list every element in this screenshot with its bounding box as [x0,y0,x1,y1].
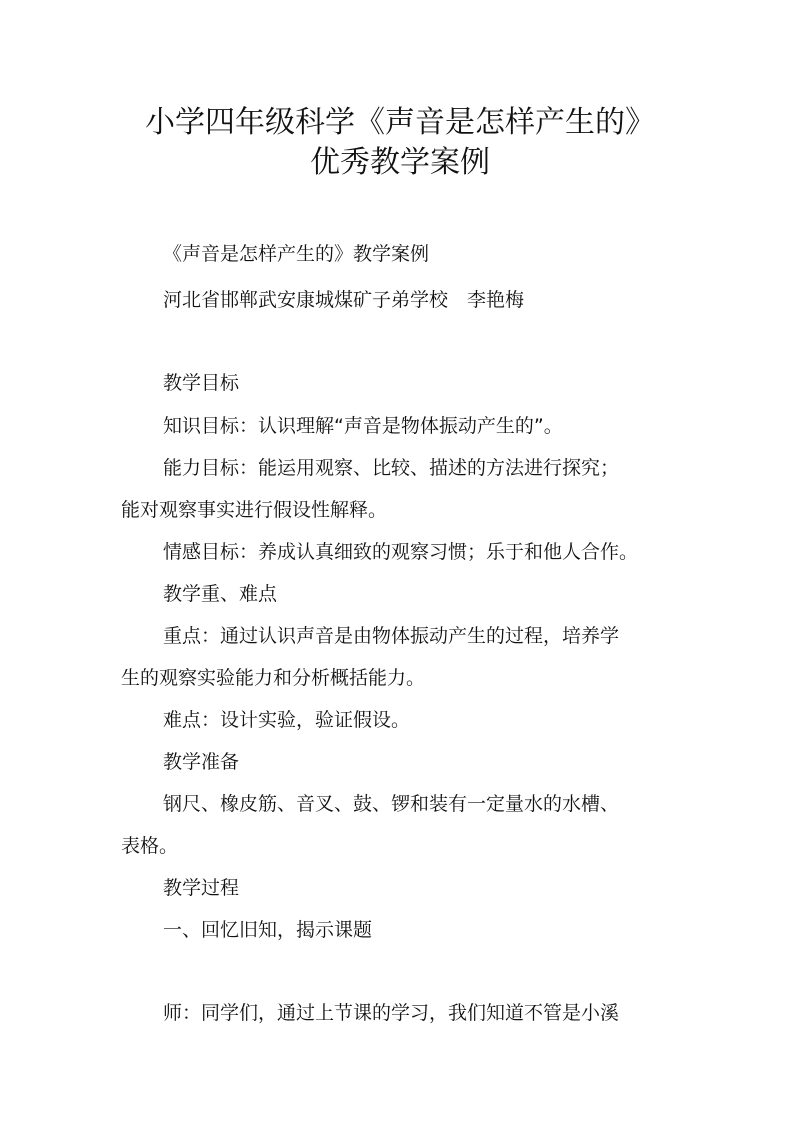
teacher-line: 师：同学们，通过上节课的学习，我们知道不管是小溪 [163,1002,620,1024]
prep-line-2: 表格。 [121,835,179,857]
section-1-heading: 一、回忆旧知，揭示课题 [163,919,373,941]
document-title-line-1: 小学四年级科学《声音是怎样产生的》 [145,105,655,140]
key-points-heading: 教学重、难点 [163,583,278,605]
process-heading: 教学过程 [163,877,240,899]
ability-goal-line-1: 能力目标：能运用观察、比较、描述的方法进行探究； [163,457,620,479]
case-subtitle: 《声音是怎样产生的》教学案例 [163,243,430,265]
key-point-line-2: 生的观察实验能力和分析概括能力。 [121,667,426,689]
author-line: 河北省邯郸武安康城煤矿子弟学校 李艳梅 [163,289,525,311]
difficulty-line: 难点：设计实验，验证假设。 [163,709,411,731]
knowledge-goal: 知识目标：认识理解“声音是物体振动产生的”。 [163,415,563,437]
key-point-line-1: 重点：通过认识声音是由物体振动产生的过程，培养学 [163,625,620,647]
prep-line-1: 钢尺、橡皮筋、音叉、鼓、锣和装有一定量水的水槽、 [163,793,620,815]
emotion-goal: 情感目标：养成认真细致的观察习惯；乐于和他人合作。 [163,541,639,563]
document-title-line-2: 优秀教学案例 [310,145,490,180]
ability-goal-line-2: 能对观察事实进行假设性解释。 [121,499,388,521]
goals-heading: 教学目标 [163,372,240,394]
prep-heading: 教学准备 [163,751,240,773]
